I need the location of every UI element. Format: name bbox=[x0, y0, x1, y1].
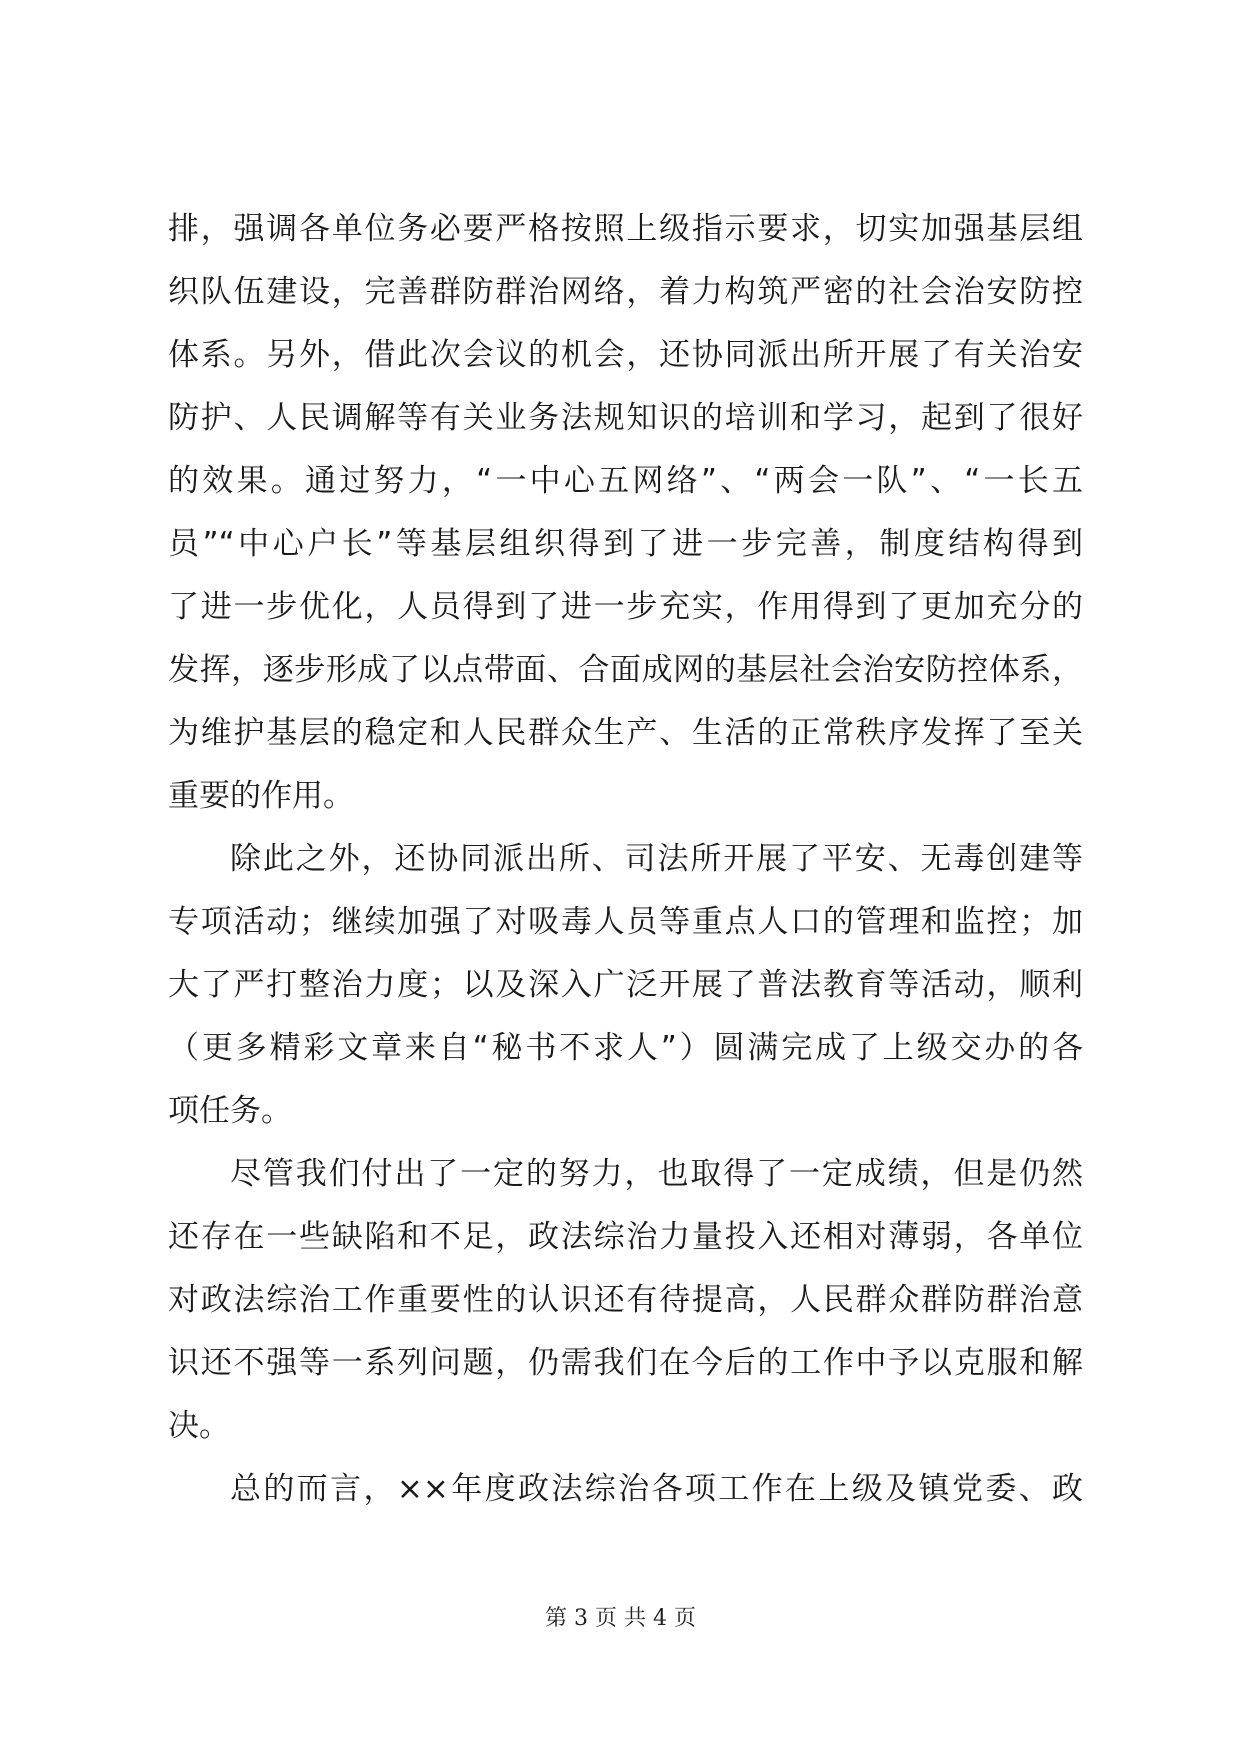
paragraph-line: 尽管我们付出了一定的努力，也取得了一定成绩，但是仍然 bbox=[230, 1156, 1083, 1192]
paragraph-line: 防护、人民调解等有关业务法规知识的培训和学习，起到了很好 bbox=[168, 400, 1083, 436]
paragraph-line: 的效果。通过努力，“一中心五网络”、“两会一队”、“一长五 bbox=[168, 463, 1083, 499]
paragraph-line: 对政法综治工作重要性的认识还有待提高，人民群众群防群治意 bbox=[168, 1282, 1083, 1318]
paragraph-line: 织队伍建设，完善群防群治网络，着力构筑严密的社会治安防控 bbox=[168, 274, 1083, 310]
paragraph-line: 体系。另外，借此次会议的机会，还协同派出所开展了有关治安 bbox=[168, 337, 1083, 373]
document-body bbox=[168, 198, 1083, 1521]
paragraph-line: 专项活动；继续加强了对吸毒人员等重点人口的管理和监控；加 bbox=[168, 904, 1083, 940]
paragraph-line: 发挥，逐步形成了以点带面、合面成网的基层社会治安防控体系， bbox=[168, 652, 1083, 688]
paragraph-line: 了进一步优化，人员得到了进一步充实，作用得到了更加充分的 bbox=[168, 589, 1083, 625]
paragraph-line: 还存在一些缺陷和不足，政法综治力量投入还相对薄弱，各单位 bbox=[168, 1219, 1083, 1255]
paragraph-line: 决。 bbox=[168, 1408, 230, 1444]
paragraph-line: 员”“中心户长”等基层组织得到了进一步完善，制度结构得到 bbox=[168, 526, 1083, 562]
paragraph-line: 项任务。 bbox=[168, 1093, 292, 1129]
paragraph-line: （更多精彩文章来自“秘书不求人”）圆满完成了上级交办的各 bbox=[168, 1030, 1083, 1066]
paragraph-line: 排，强调各单位务必要严格按照上级指示要求，切实加强基层组 bbox=[168, 211, 1083, 247]
paragraph-line: 为维护基层的稳定和人民群众生产、生活的正常秩序发挥了至关 bbox=[168, 715, 1083, 751]
paragraph-line: 识还不强等一系列问题，仍需我们在今后的工作中予以克服和解 bbox=[168, 1345, 1083, 1381]
paragraph-line: 重要的作用。 bbox=[168, 778, 354, 814]
page-number-footer: 第 3 页 共 4 页 bbox=[545, 1606, 696, 1631]
paragraph-line: 除此之外，还协同派出所、司法所开展了平安、无毒创建等 bbox=[230, 841, 1083, 877]
paragraph-line: 总的而言，××年度政法综治各项工作在上级及镇党委、政 bbox=[230, 1471, 1083, 1507]
paragraph-line: 大了严打整治力度；以及深入广泛开展了普法教育等活动，顺利 bbox=[168, 967, 1083, 1003]
